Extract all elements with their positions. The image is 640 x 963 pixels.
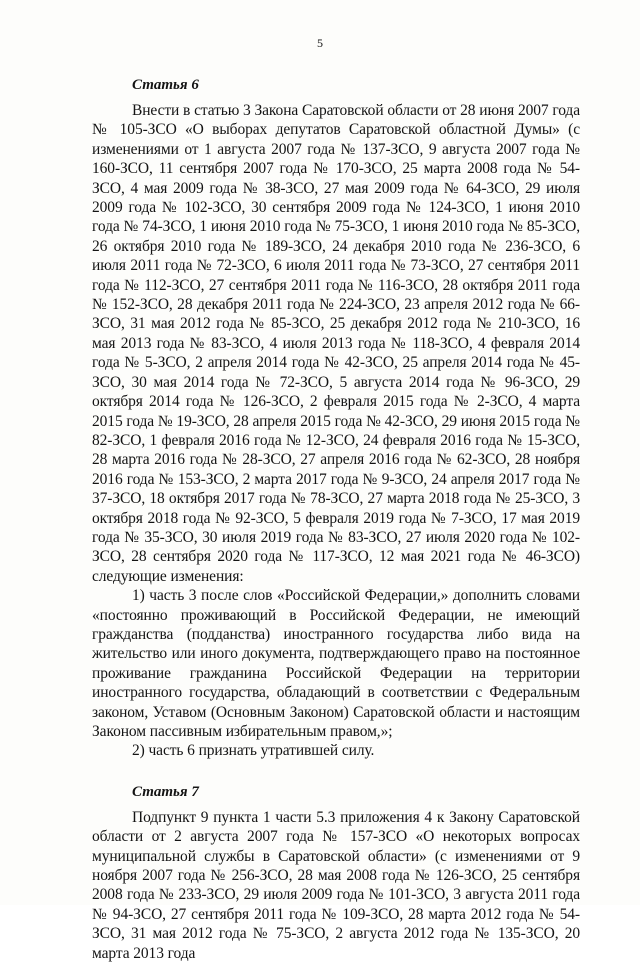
article-6 xyxy=(92,76,580,761)
page-number: 5 xyxy=(317,36,323,50)
article-6-paragraph-item-1: 1) часть 3 после слов «Российской Федерации,» дополнить словами «постоянно проживающий в Российской Федерации, не имеющий гражданства (подданства) иностранного государства либо вида на жительство или иного документа, подтверждающего право на постоянное проживание гражданина Российской Федерации на территории иностранного государства, обладающий в соответствии с Федеральным законом, Уставом (Основным Законом) Саратовской области и настоящим Законом пассивным избирательным правом,»; xyxy=(92,587,580,740)
article-6-paragraph-intro: Внести в статью 3 Закона Саратовской области от 28 июня 2007 года № 105-ЗСО «О выборах депутатов Саратовской областной Думы» (с изменениями от 1 августа 2007 года № 137-ЗСО, 9 августа 2007 года № 160-ЗСО, 11 сентября 2007 года № 170-ЗСО, 25 марта 2008 года № 54-ЗСО, 4 мая 2009 года № 38-ЗСО, 27 мая 2009 года № 64-ЗСО, 29 июля 2009 года № 102-ЗСО, 30 сентября 2009 года № 124-ЗСО, 1 июня 2010 года № 74-ЗСО, 1 июня 2010 года № 75-ЗСО, 1 июня 2010 года № 85-ЗСО, 26 октября 2010 года № 189-ЗСО, 24 декабря 2010 года № 236-ЗСО, 6 июля 2011 года № 72-ЗСО, 6 июля 2011 года № 73-ЗСО, 27 сентября 2011 года № 112-ЗСО, 27 сентября 2011 года № 116-ЗСО, 28 октября 2011 года № 152-ЗСО, 28 декабря 2011 года № 224-ЗСО, 23 апреля 2012 года № 66-ЗСО, 31 мая 2012 года № 85-ЗСО, 25 декабря 2012 года № 210-ЗСО, 16 мая 2013 года № 83-ЗСО, 4 июля 2013 года № 118-ЗСО, 4 февраля 2014 года № 5-ЗСО, 2 апреля 2014 года № 42-ЗСО, 25 апреля 2014 года № 45-ЗСО, 30 мая 2014 года № 72-ЗСО, 5 августа 2014 года № 96-ЗСО, 29 октября 2014 года № 126-ЗСО, 2 февраля 2015 года № 2-ЗСО, 4 марта 2015 года № 19-ЗСО, 28 апреля 2015 года № 42-ЗСО, 29 июня 2015 года № 82-ЗСО, 1 февраля 2016 года № 12-ЗСО, 24 февраля 2016 года № 15-ЗСО, 28 марта 2016 года № 28-ЗСО, 27 апреля 2016 года № 62-ЗСО, 28 ноября 2016 года № 153-ЗСО, 2 марта 2017 года № 9-ЗСО, 24 апреля 2017 года № 37-ЗСО, 18 октября 2017 года № 78-ЗСО, 27 марта 2018 года № 25-ЗСО, 3 октября 2018 года № 92-ЗСО, 5 февраля 2019 года № 7-ЗСО, 17 мая 2019 года № 35-ЗСО, 30 июля 2019 года № 83-ЗСО, 27 июля 2020 года № 102-ЗСО, 28 сентября 2020 года № 117-ЗСО, 12 мая 2021 года № 46-ЗСО) следующие изменения: xyxy=(92,102,580,585)
document-body xyxy=(92,76,580,963)
article-6-heading: Статья 6 xyxy=(132,77,199,93)
article-7-heading: Статья 7 xyxy=(132,783,199,800)
article-7 xyxy=(92,783,580,963)
article-7-paragraph-intro: Подпункт 9 пункта 1 части 5.3 приложения 4 к Закону Саратовской области от 2 августа 2007 года № 157-ЗСО «О некоторых вопросах муниципальной службы в Саратовской области» (с изменениями от 9 ноября 2007 года № 256-ЗСО, 28 мая 2008 года № 126-ЗСО, 25 сентября 2008 года № 233-ЗСО, 29 июля 2009 года № 101-ЗСО, 3 августа 2011 года № 94-ЗСО, 27 сентября 2011 года № 109-ЗСО, 28 марта 2012 года № 54-ЗСО, 31 мая 2012 года № 75-ЗСО, 2 августа 2012 года № 135-ЗСО, 20 марта 2013 года xyxy=(92,808,580,962)
article-6-paragraph-item-2: 2) часть 6 признать утратившей силу. xyxy=(132,742,375,760)
